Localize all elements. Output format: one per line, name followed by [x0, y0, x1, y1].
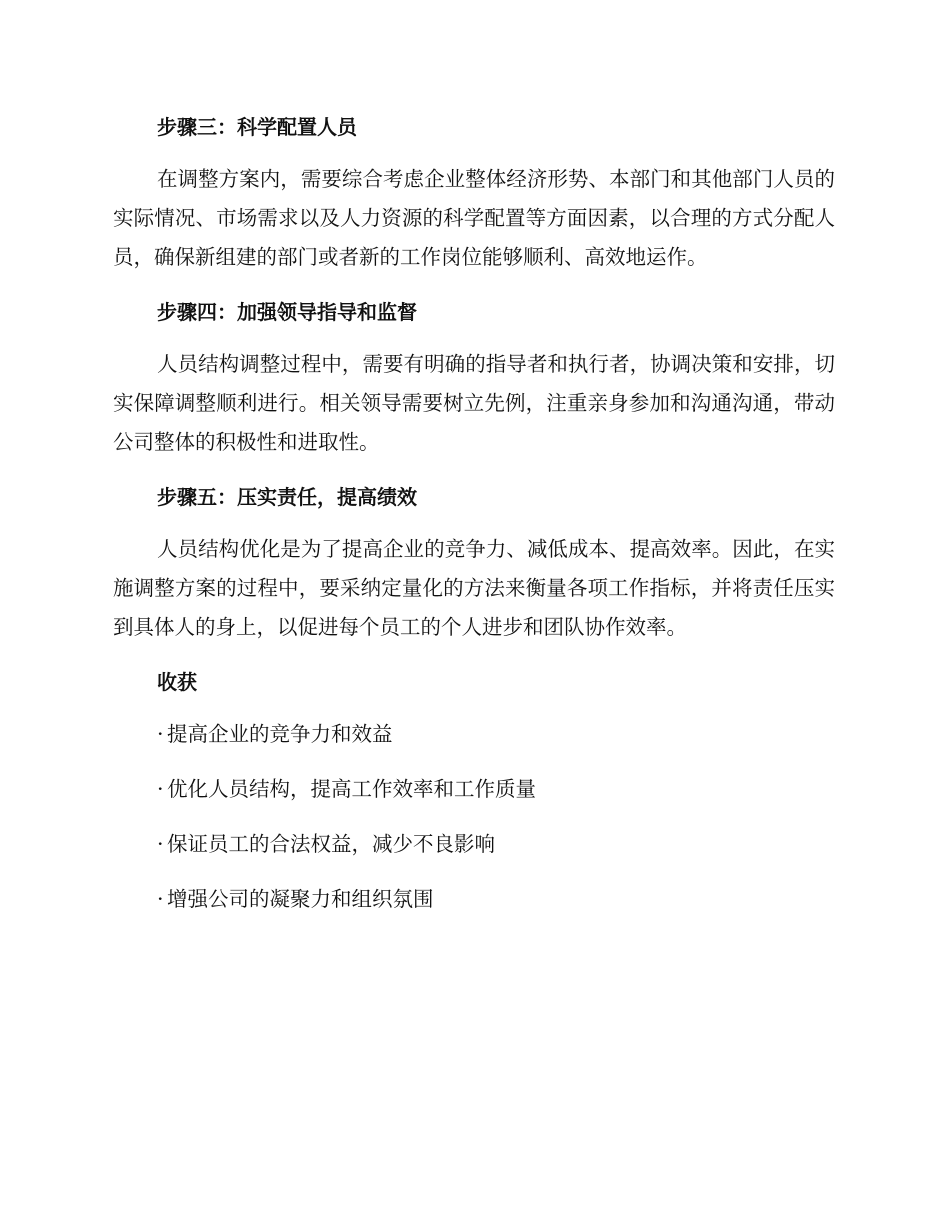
document-body: [113, 108, 835, 935]
section-heading-step-5: 步骤五：压实责任，提高绩效: [157, 485, 417, 509]
section-heading-step-4: 步骤四：加强领导指导和监督: [157, 300, 417, 324]
gains-heading: 收获: [157, 670, 197, 694]
bullet-dot-icon: ·: [157, 777, 164, 801]
list-item-text: 增强公司的凝聚力和组织氛围: [167, 887, 434, 911]
bullet-dot-icon: ·: [157, 887, 164, 911]
bullet-dot-icon: ·: [157, 832, 164, 856]
list-item: [113, 825, 835, 863]
gains-list: [113, 715, 835, 918]
section-paragraph-step-3: 在调整方案内，需要综合考虑企业整体经济形势、本部门和其他部门人员的实际情况、市场需求以及人力资源的科学配置等方面因素，以合理的方式分配人员，确保新组建的部门或者新的工作岗位能够顺利、高效地运作。: [113, 167, 835, 269]
list-item-text: 提高企业的竞争力和效益: [167, 722, 393, 746]
list-item: [113, 770, 835, 808]
list-item-text: 保证员工的合法权益，减少不良影响: [167, 832, 495, 856]
bullet-dot-icon: ·: [157, 722, 164, 746]
section-heading-step-3: 步骤三：科学配置人员: [157, 115, 357, 139]
section-paragraph-step-4: 人员结构调整过程中，需要有明确的指导者和执行者，协调决策和安排，切实保障调整顺利进行。相关领导需要树立先例，注重亲身参加和沟通沟通，带动公司整体的积极性和进取性。: [113, 352, 835, 454]
section-paragraph-step-5: 人员结构优化是为了提高企业的竞争力、减低成本、提高效率。因此，在实施调整方案的过程中，要采纳定量化的方法来衡量各项工作指标，并将责任压实到具体人的身上，以促进每个员工的个人进步和团队协作效率。: [113, 537, 835, 639]
list-item: [113, 880, 835, 918]
list-item: [113, 715, 835, 753]
list-item-text: 优化人员结构，提高工作效率和工作质量: [167, 777, 536, 801]
